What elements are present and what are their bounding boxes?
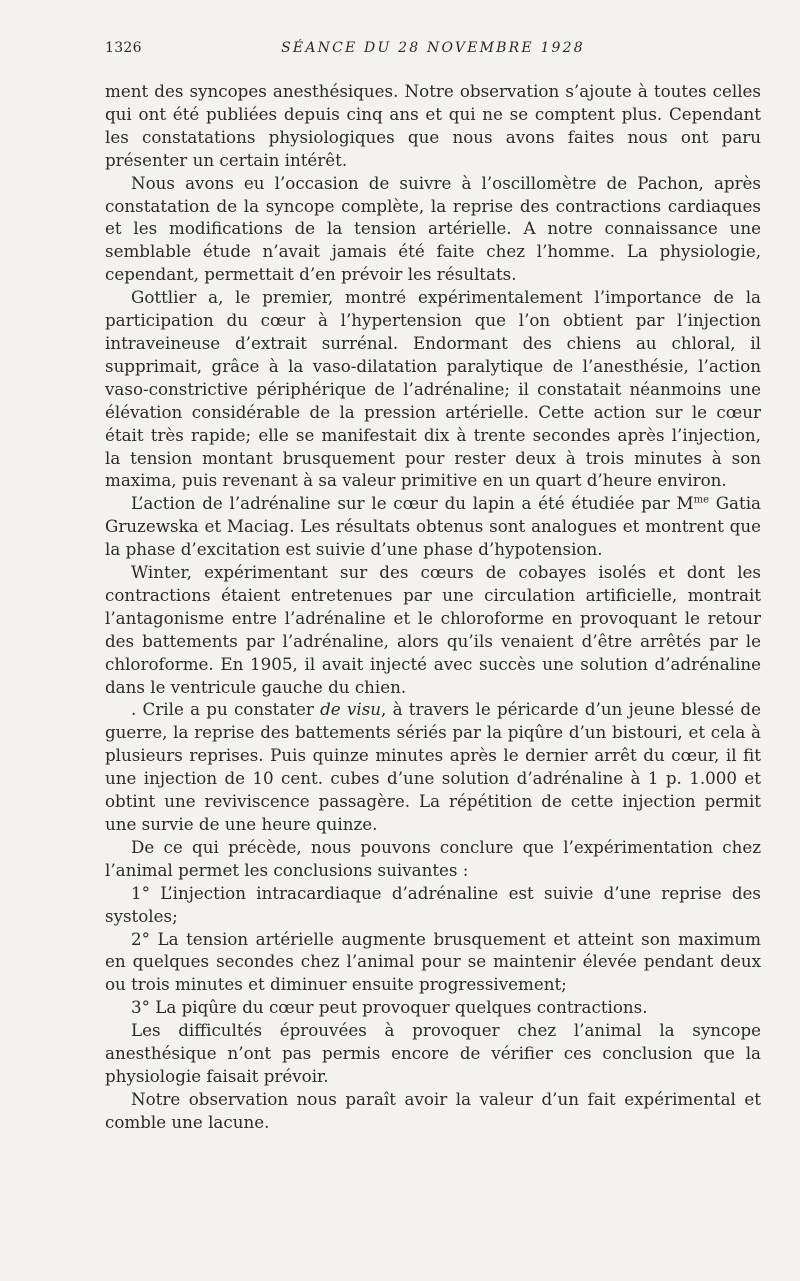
article-body bbox=[105, 80, 761, 1134]
paragraph-11: Les difficultés éprouvées à provoquer chez l’animal la syncope anesthésique n’ont pas permis encore de vérifier ces conclusion que la physiologie faisait prévoir. bbox=[105, 1020, 761, 1086]
paragraph-4-end: Gatia Gruzewska et Maciag. Les résultats obtenus sont analogues et montrent que la phase d’excitation est suivie d’une phase d’hypotension. bbox=[105, 493, 761, 560]
title-superscript: me bbox=[693, 494, 709, 506]
conclusion-item-3: 3° La piqûre du cœur peut provoquer quelques contractions. bbox=[131, 997, 648, 1018]
document-page bbox=[105, 38, 761, 1258]
paragraph-4-start: L’action de l’adrénaline sur le cœur du lapin a été étudiée par M bbox=[131, 493, 694, 514]
paragraph-6-end: , à travers le péricarde d’un jeune blessé de guerre, la reprise des battements sériés par la piqûre d’un bistouri, et cela à plusieurs reprises. Puis quinze minutes après le dernier arrêt du cœur, il fit une injection de 10 cent. cubes d’une solution d’adrénaline à 1 p. 1.000 et obtint une reviviscence passagère. La répétition de cette injection permit une survie de une heure quinze. bbox=[105, 699, 761, 834]
paragraph-6-start: . Crile a pu constater bbox=[131, 699, 321, 720]
italic-de-visu: de visu bbox=[320, 699, 382, 720]
running-title: SÉANCE DU 28 NOVEMBRE 1928 bbox=[281, 40, 585, 56]
conclusion-item-2: 2° La tension artérielle augmente brusquement et atteint son maximum en quelques secondes chez l’animal pour se maintenir élevée pendant deux ou trois minutes et diminuer ensuite progressivement; bbox=[105, 928, 761, 995]
page-number: 1326 bbox=[105, 40, 142, 56]
paragraph-1: ment des syncopes anesthésiques. Notre observation s’ajoute à toutes celles qui ont été publiées depuis cinq ans et qui ne se comptent plus. Cependant les constatations physiologiques que nous avons faites nous ont paru présenter un certain intérêt. bbox=[105, 81, 761, 170]
paragraph-5: Winter, expérimentant sur des cœurs de cobayes isolés et dont les contractions étaient entretenues par une circulation artificielle, montrait l’antagonisme entre l’adrénaline et le chloroforme en provoquant le retour des battements par l’adrénaline, alors qu’ils venaient d’être arrêtés par le chloroforme. En 1905, il avait injecté avec succès une solution d’adrénaline dans le ventricule gauche du chien. bbox=[105, 562, 761, 697]
paragraph-6 bbox=[105, 698, 761, 835]
paragraph-3: Gottlier a, le premier, montré expérimentalement l’importance de la participation du cœur à l’hypertension que l’on obtient par l’injection intraveineuse d’extrait surrénal. Endormant des chiens au chloral, il supprimait, grâce à la vaso-dilatation paralytique de l’anesthésie, l’action vaso-constrictive périphérique de l’adrénaline; il constatait néanmoins une élévation considérable de la pression artérielle. Cette action sur le cœur était très rapide; elle se manifestait dix à trente secondes après l’injection, la tension montant brusquement pour rester deux à trois minutes à son maxima, puis revenant à sa valeur primitive en un quart d’heure environ. bbox=[105, 287, 761, 491]
paragraph-4 bbox=[105, 492, 761, 561]
paragraph-7: De ce qui précède, nous pouvons conclure que l’expérimentation chez l’animal permet les conclusions suivantes : bbox=[105, 836, 761, 880]
paragraph-2: Nous avons eu l’occasion de suivre à l’oscillomètre de Pachon, après constatation de la syncope complète, la reprise des contractions cardiaques et les modifications de la tension artérielle. A notre connaissance une semblable étude n’avait jamais été faite chez l’homme. La physiologie, cependant, permettait d’en prévoir les résultats. bbox=[105, 172, 761, 285]
conclusion-item-1: 1° L’injection intracardiaque d’adrénaline est suivie d’une reprise des systoles; bbox=[105, 882, 761, 926]
page-header bbox=[105, 38, 761, 62]
paragraph-12: Notre observation nous paraît avoir la valeur d’un fait expérimental et comble une lacune. bbox=[105, 1088, 761, 1132]
